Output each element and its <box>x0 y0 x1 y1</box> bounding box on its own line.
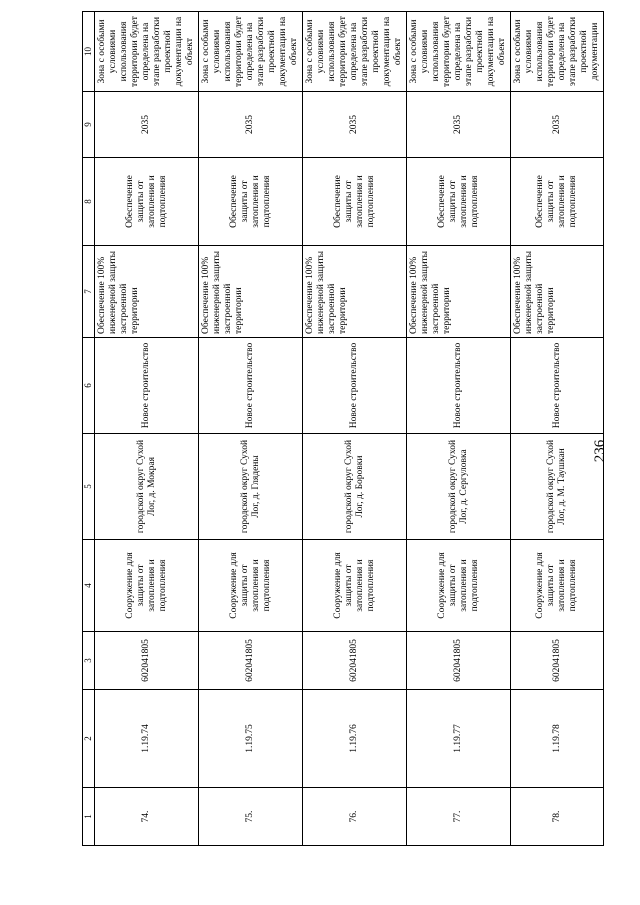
object-code: 1.19.76 <box>303 690 407 788</box>
object-characteristics: Обеспечение защиты от затопления и подтопления <box>199 158 303 246</box>
class-code: 602041805 <box>303 632 407 690</box>
object-purpose: Обеспечение 100% инженерной защиты застроенной территории <box>199 246 303 338</box>
column-number: 3 <box>83 632 95 690</box>
completion-year: 2035 <box>407 92 511 158</box>
restricted-zone: Зона с особыми условиями использования территории будет определена на этапе разработки проектной документации на объект <box>407 12 511 92</box>
object-name: Сооружение для защиты от затопления и подтопления <box>407 540 511 632</box>
object-type: Новое строительство <box>407 338 511 434</box>
column-number: 9 <box>83 92 95 158</box>
object-characteristics: Обеспечение защиты от затопления и подтопления <box>95 158 199 246</box>
object-code: 1.19.78 <box>511 690 604 788</box>
object-type: Новое строительство <box>95 338 199 434</box>
object-type: Новое строительство <box>199 338 303 434</box>
class-code: 602041805 <box>199 632 303 690</box>
column-number: 4 <box>83 540 95 632</box>
column-number: 1 <box>83 788 95 846</box>
object-code: 1.19.77 <box>407 690 511 788</box>
restricted-zone: Зона с особыми условиями использования территории будет определена на этапе разработки проектной документации на объект <box>199 12 303 92</box>
object-purpose: Обеспечение 100% инженерной защиты застроенной территории <box>95 246 199 338</box>
object-purpose: Обеспечение 100% инженерной защиты застроенной территории <box>303 246 407 338</box>
column-number: 10 <box>83 12 95 92</box>
restricted-zone: Зона с особыми условиями использования территории будет определена на этапе разработки проектной документации на объект <box>95 12 199 92</box>
class-code: 602041805 <box>95 632 199 690</box>
object-code: 1.19.74 <box>95 690 199 788</box>
object-characteristics: Обеспечение защиты от затопления и подтопления <box>407 158 511 246</box>
object-name: Сооружение для защиты от затопления и подтопления <box>199 540 303 632</box>
object-name: Сооружение для защиты от затопления и подтопления <box>95 540 199 632</box>
column-number-row <box>83 12 95 846</box>
row-index: 77. <box>407 788 511 846</box>
column-number: 5 <box>83 434 95 540</box>
completion-year: 2035 <box>511 92 604 158</box>
table-row <box>303 12 407 846</box>
object-code: 1.19.75 <box>199 690 303 788</box>
table-row <box>95 12 199 846</box>
completion-year: 2035 <box>199 92 303 158</box>
object-name: Сооружение для защиты от затопления и подтопления <box>511 540 604 632</box>
column-number: 2 <box>83 690 95 788</box>
page-number: 236 <box>592 439 608 463</box>
table-row <box>511 12 604 846</box>
class-code: 602041805 <box>407 632 511 690</box>
object-characteristics: Обеспечение защиты от затопления и подтопления <box>511 158 604 246</box>
object-location: городской округ Сухой Лог, д. Глядены <box>199 434 303 540</box>
completion-year: 2035 <box>95 92 199 158</box>
restricted-zone: Зона с особыми условиями использования территории будет определена на этапе разработки проектной документации на объект <box>303 12 407 92</box>
object-location: городской округ Сухой Лог, д. Боровки <box>303 434 407 540</box>
table-row <box>199 12 303 846</box>
objects-table <box>82 11 604 846</box>
row-index: 75. <box>199 788 303 846</box>
class-code: 602041805 <box>511 632 604 690</box>
object-location: городской округ Сухой Лог, д. Сергуловка <box>407 434 511 540</box>
row-index: 74. <box>95 788 199 846</box>
object-type: Новое строительство <box>511 338 604 434</box>
object-characteristics: Обеспечение защиты от затопления и подтопления <box>303 158 407 246</box>
object-location: городской округ Сухой Лог, д. Мокрая <box>95 434 199 540</box>
column-number: 8 <box>83 158 95 246</box>
object-location: городской округ Сухой Лог, д. М. Таушкан <box>511 434 604 540</box>
row-index: 76. <box>303 788 407 846</box>
restricted-zone: Зона с особыми условиями использования территории будет определена на этапе разработки проектной документации <box>511 12 604 92</box>
completion-year: 2035 <box>303 92 407 158</box>
object-type: Новое строительство <box>303 338 407 434</box>
object-purpose: Обеспечение 100% инженерной защиты застроенной территории <box>511 246 604 338</box>
row-index: 78. <box>511 788 604 846</box>
object-name: Сооружение для защиты от затопления и подтопления <box>303 540 407 632</box>
table-row <box>407 12 511 846</box>
object-purpose: Обеспечение 100% инженерной защиты застроенной территории <box>407 246 511 338</box>
column-number: 7 <box>83 246 95 338</box>
column-number: 6 <box>83 338 95 434</box>
